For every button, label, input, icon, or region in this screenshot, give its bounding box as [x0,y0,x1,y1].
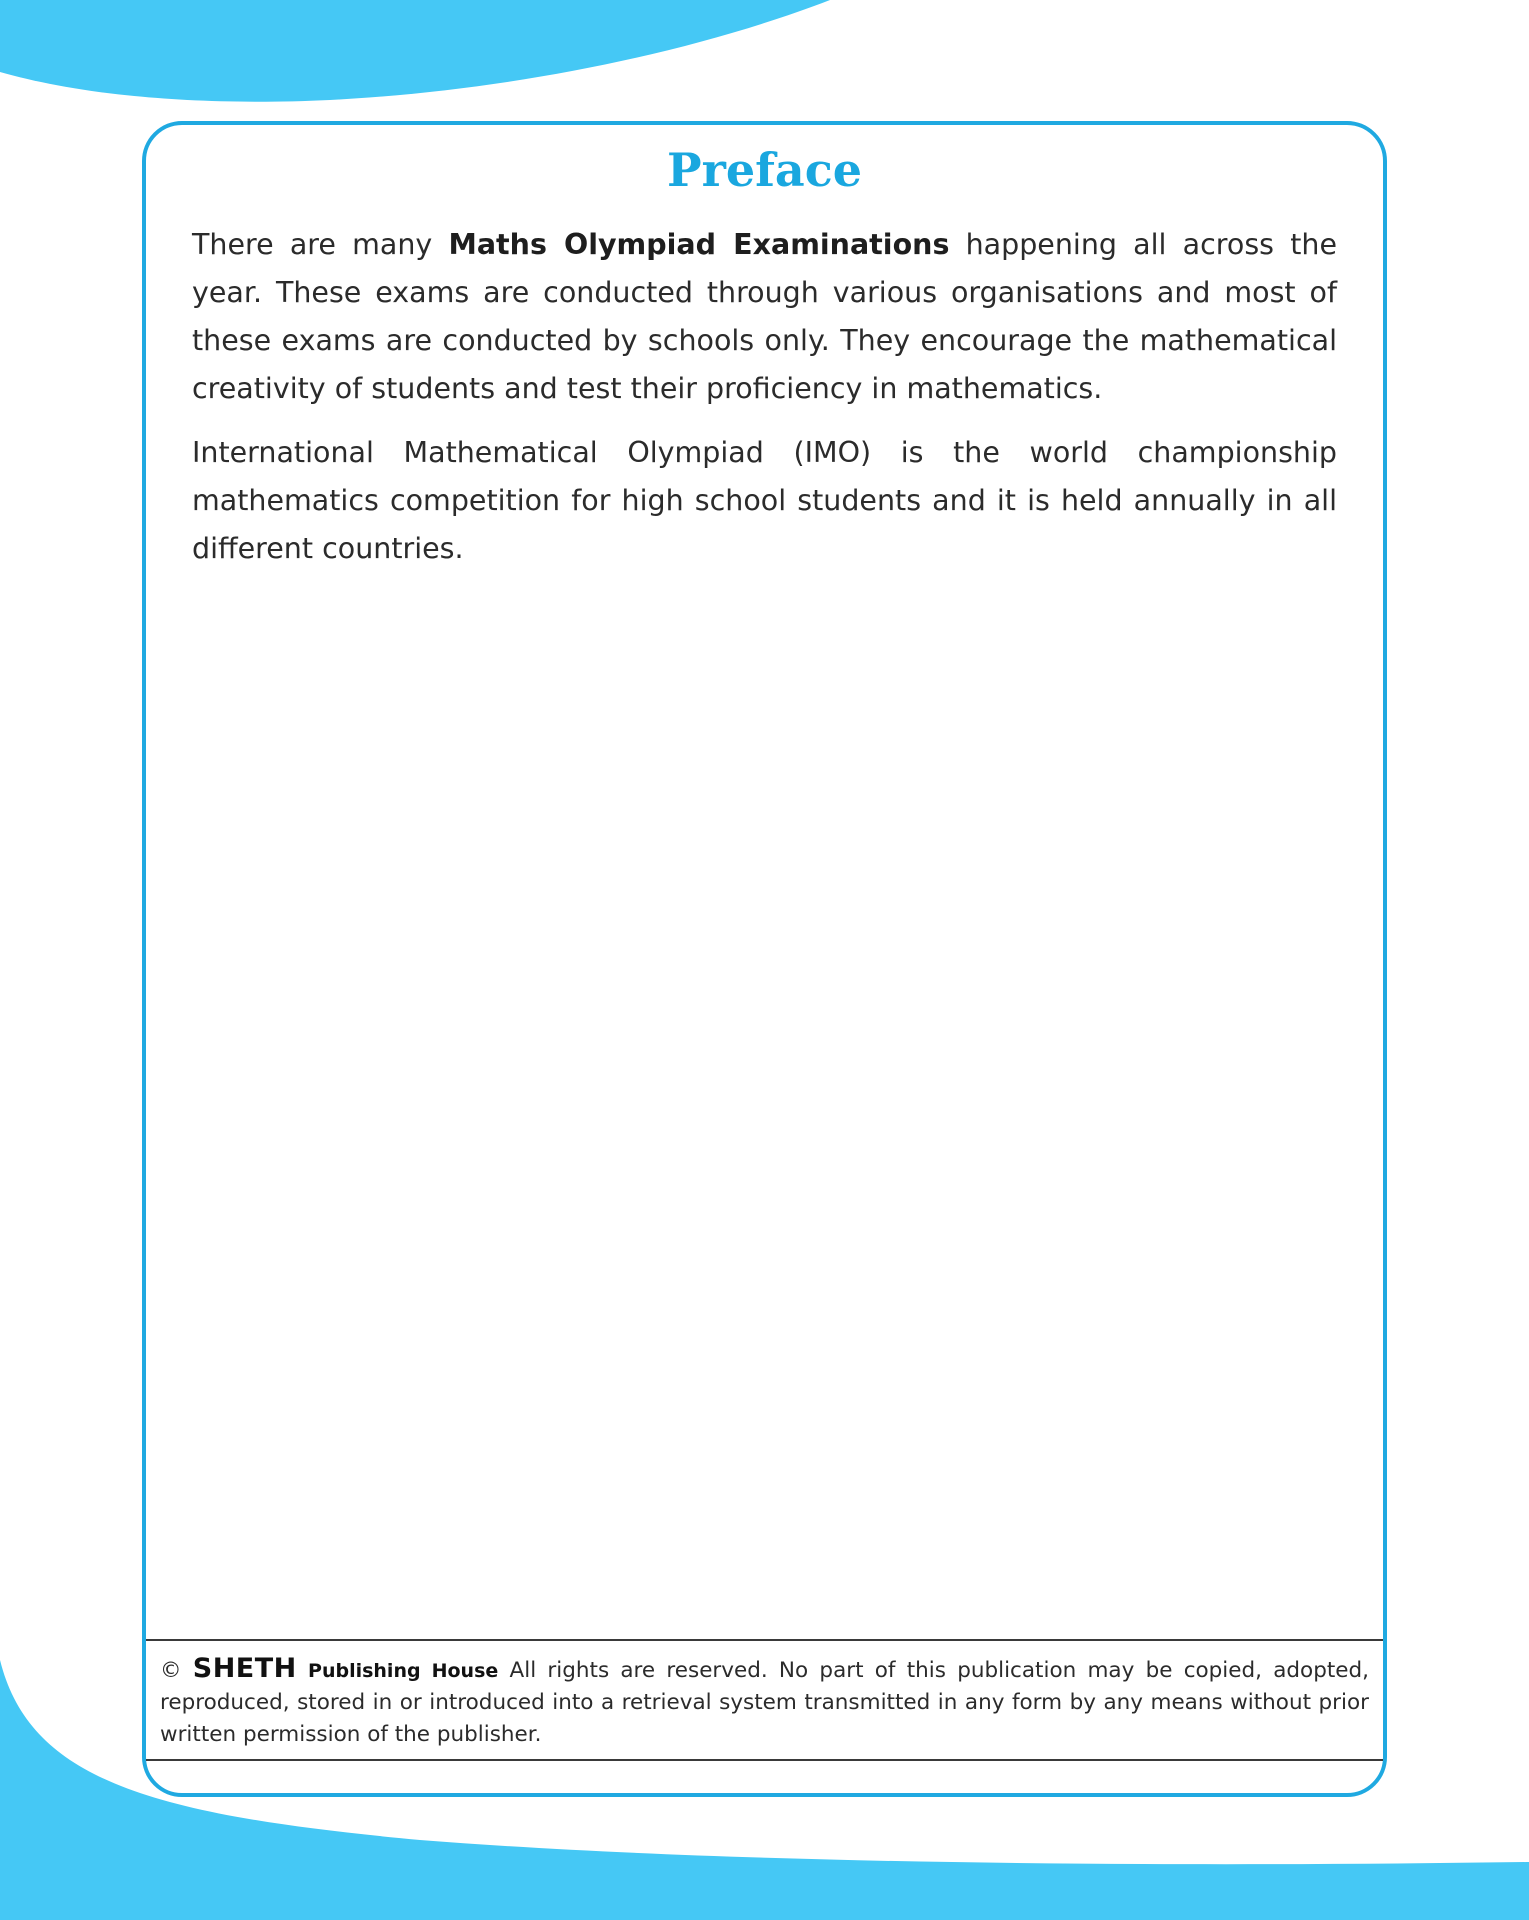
copyright-symbol: © [160,1658,182,1683]
paragraph-2: International Mathematical Olympiad (IMO) is the world championship mathematics competition for high school students and it is held annually in all different countries. [192,436,1337,565]
copyright-footer [146,1639,1383,1761]
publisher-brand: SHETH [192,1653,297,1684]
page-title: Preface [667,143,862,197]
copyright-notice [160,1653,1369,1751]
top-wave [0,0,830,102]
paragraph-1-bold: Maths Olympiad Examinations [448,228,950,261]
copyright-text: All rights are reserved. No part of this publication may be copied, adopted, reproduced, stored in or introduced into a retrieval system transmitted in any form by any means without prior written permission of the publisher. [160,1658,1369,1747]
publisher-brand-sub: Publishing House [308,1660,499,1682]
paragraph-1-rest: happening all across the year. These exams are conducted through various organisations and most of these exams are conducted by schools only. They encourage the mathematical creativity of students and test their proficiency in mathematics. [192,228,1337,405]
preface-body [192,221,1337,589]
paragraph-1 [192,221,1337,413]
paragraph-1-prefix: There are many [192,228,449,261]
content-frame [142,121,1387,1797]
